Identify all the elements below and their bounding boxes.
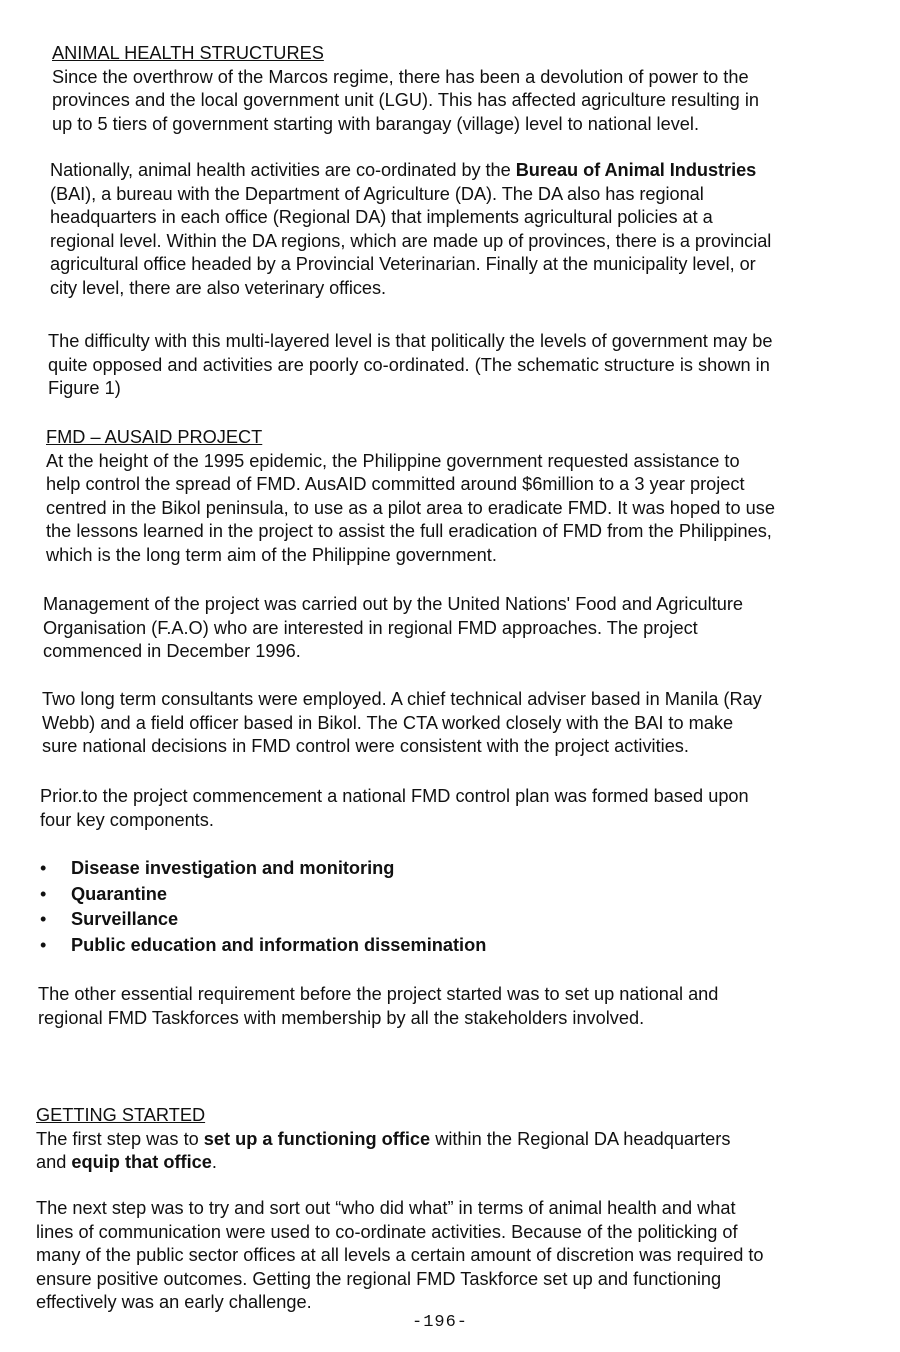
paragraph-line: which is the long term aim of the Philippine government. — [46, 544, 497, 565]
paragraph-line: city level, there are also veterinary offices. — [50, 277, 387, 298]
paragraph-line: lines of communication were used to co-ordinate activities. Because of the politicking of — [36, 1221, 738, 1242]
paragraph-line: provinces and the local government unit (LGU). This has affected agriculture resulting in — [52, 90, 759, 110]
paragraph-line: ensure positive outcomes. Getting the regional FMD Taskforce set up and functioning — [36, 1268, 722, 1289]
paragraph-line: and equip that office. — [36, 1152, 217, 1172]
paragraph-line: centred in the Bikol peninsula, to use as a pilot area to eradicate FMD. It was hoped to use — [46, 497, 775, 518]
paragraph-line: commenced in December 1996. — [43, 641, 301, 661]
paragraph-line: up to 5 tiers of government starting with barangay (village) level to national level. — [52, 113, 700, 134]
paragraph-line: help control the spread of FMD. AusAID committed around $6million to a 3 year project — [46, 474, 745, 494]
bullet-icon: • — [40, 858, 47, 878]
paragraph-bai — [50, 159, 771, 300]
list-item: • Disease investigation and monitoring — [38, 856, 486, 882]
list-item: • Public education and information dissemination — [38, 933, 486, 959]
paragraph-line: Prior.to the project commencement a national FMD control plan was formed based upon — [40, 786, 749, 806]
list-item: • Surveillance — [38, 907, 486, 933]
bold-term: set up a functioning office — [203, 1128, 431, 1149]
paragraph-line: The other essential requirement before the project started was to set up national and — [38, 984, 719, 1004]
paragraph-consultants — [42, 688, 762, 759]
paragraph-line: Figure 1) — [48, 378, 121, 398]
paragraph-line: regional level. Within the DA regions, which are made up of provinces, there is a provincial — [50, 230, 772, 251]
paragraph-line: (BAI), a bureau with the Department of Agriculture (DA). The DA also has regional — [50, 183, 704, 204]
paragraph-line: headquarters in each office (Regional DA) that implements agricultural policies at a — [50, 207, 713, 227]
paragraph-line: Nationally, animal health activities are co-ordinated by the Bureau of Animal Industries — [50, 160, 757, 180]
paragraph-line: effectively was an early challenge. — [36, 1292, 312, 1312]
bold-term: Bureau of Animal Industries — [515, 160, 757, 180]
section-heading: ANIMAL HEALTH STRUCTURES — [52, 43, 324, 63]
key-components-list — [38, 856, 486, 958]
paragraph-management — [43, 593, 743, 664]
paragraph-line: Organisation (F.A.O) who are interested in regional FMD approaches. The project — [43, 617, 698, 638]
paragraph-next-step — [36, 1197, 764, 1315]
bullet-icon: • — [40, 883, 47, 904]
section-heading: GETTING STARTED — [36, 1105, 206, 1125]
paragraph-line: regional FMD Taskforces with membership by all the stakeholders involved. — [38, 1007, 645, 1028]
paragraph-line: many of the public sector offices at all levels a certain amount of discretion was required to — [36, 1245, 764, 1265]
paragraph-line: The first step was to set up a functioning office within the Regional DA headquarters — [36, 1128, 731, 1149]
section-fmd-ausaid — [46, 426, 775, 567]
paragraph-line: The next step was to try and sort out “who did what” in terms of animal health and what — [36, 1198, 736, 1218]
paragraph-line: quite opposed and activities are poorly co-ordinated. (The schematic structure is shown in — [48, 354, 770, 375]
bullet-icon: • — [40, 909, 47, 929]
paragraph-line: Webb) and a field officer based in Bikol. The CTA worked closely with the BAI to make — [42, 712, 734, 733]
paragraph-line: sure national decisions in FMD control were consistent with the project activities. — [42, 736, 689, 756]
section-getting-started — [36, 1104, 730, 1175]
paragraph-line: four key components. — [40, 809, 214, 830]
paragraph-line: Since the overthrow of the Marcos regime, there has been a devolution of power to the — [52, 66, 749, 87]
paragraph-line: At the height of the 1995 epidemic, the Philippine government requested assistance to — [46, 450, 740, 471]
paragraph-line: Management of the project was carried out by the United Nations' Food and Agriculture — [43, 594, 744, 614]
paragraph-line: the lessons learned in the project to assist the full eradication of FMD from the Philippines, — [46, 521, 772, 541]
paragraph-taskforces — [38, 983, 718, 1030]
paragraph-line: The difficulty with this multi-layered level is that politically the levels of government may be — [48, 331, 773, 351]
paragraph-line: agricultural office headed by a Provincial Veterinarian. Finally at the municipality level, or — [50, 254, 756, 274]
paragraph-control-plan — [40, 785, 749, 832]
list-item: • Quarantine — [38, 882, 486, 908]
bullet-icon: • — [40, 934, 47, 955]
paragraph-line: Two long term consultants were employed. A chief technical adviser based in Manila (Ray — [42, 689, 762, 709]
page-number: -196- — [412, 1313, 469, 1332]
section-heading: FMD – AUSAID PROJECT — [46, 427, 263, 447]
section-animal-health — [52, 42, 759, 136]
paragraph-difficulty — [48, 330, 772, 401]
bold-term: equip that office — [71, 1152, 212, 1172]
